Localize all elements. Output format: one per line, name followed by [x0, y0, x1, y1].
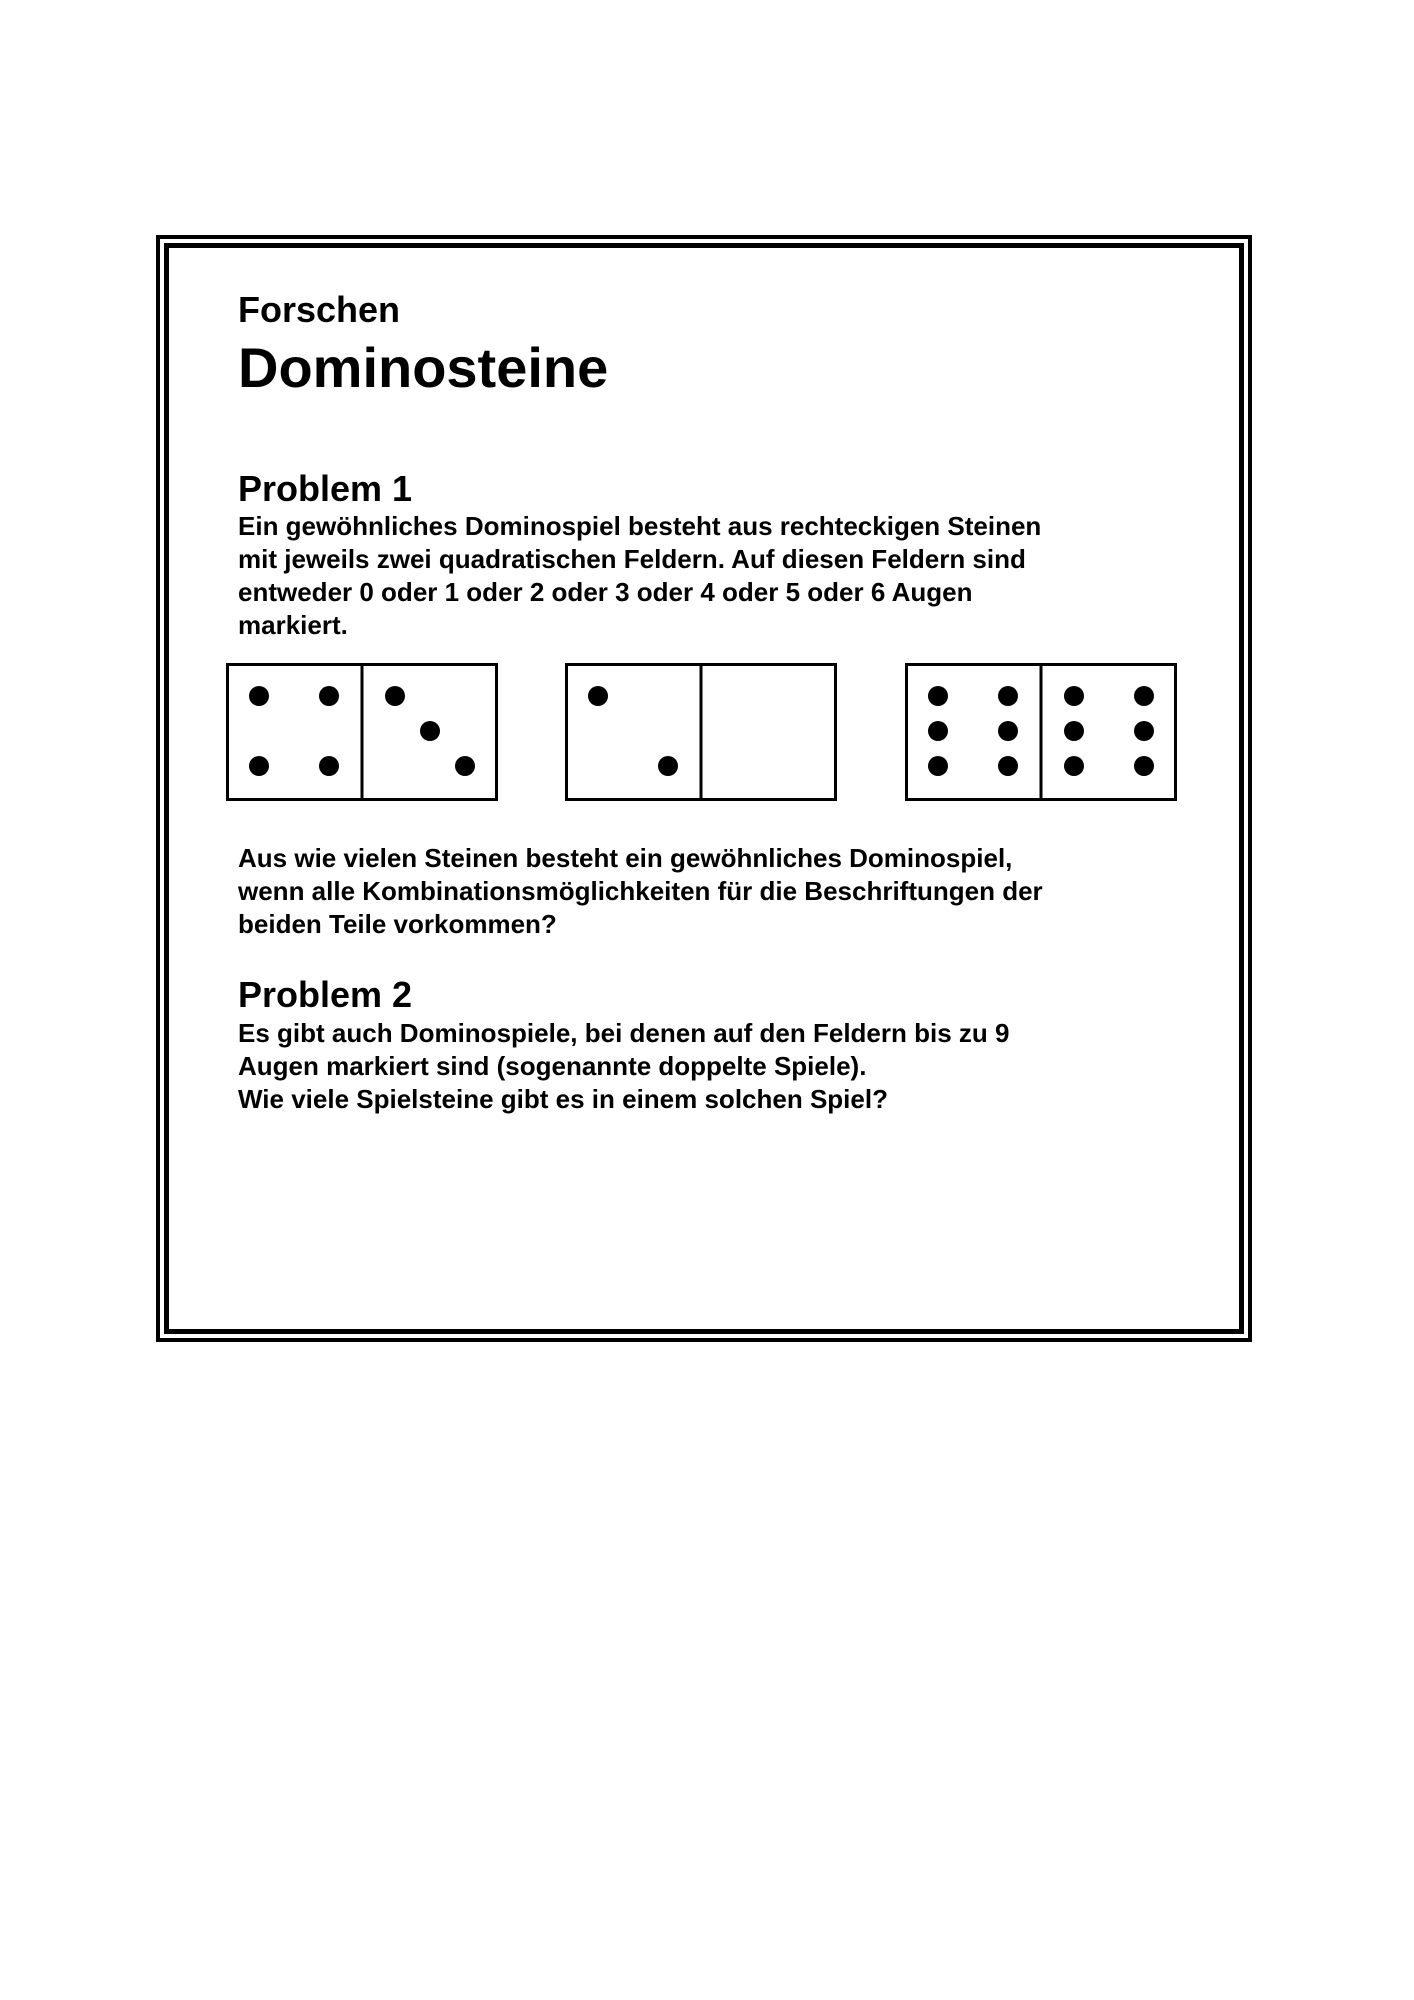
domino-2-left-pip-3 [998, 721, 1018, 741]
domino-2-right-pip-3 [1134, 721, 1154, 741]
domino-2-right-pip-4 [1064, 756, 1084, 776]
domino-0-right-pip-0 [385, 686, 405, 706]
domino-2-right-pip-1 [1134, 686, 1154, 706]
domino-0-right-pip-1 [420, 721, 440, 741]
domino-0-left-pip-0 [249, 686, 269, 706]
domino-2-right-pip-2 [1064, 721, 1084, 741]
domino-2-right-pip-0 [1064, 686, 1084, 706]
domino-1-left-pip-0 [588, 686, 608, 706]
problem-2-text: Es gibt auch Dominospiele, bei denen auf den Feldern bis zu 9 Augen markiert sind (sogenannte doppelte Spiele). Wie viele Spielsteine gibt es in einem solchen Spiel? [238, 1018, 1010, 1114]
domino-0-left-pip-2 [249, 756, 269, 776]
domino-0-left-pip-1 [319, 686, 339, 706]
domino-0-left-pip-3 [319, 756, 339, 776]
domino-1-left-pip-1 [658, 756, 678, 776]
domino-2-left-pip-1 [998, 686, 1018, 706]
domino-2-left-pip-5 [998, 756, 1018, 776]
problem-1-intro: Ein gewöhnliches Dominospiel besteht aus rechteckigen Steinen mit jeweils zwei quadratischen Feldern. Auf diesen Feldern sind entweder 0 oder 1 oder 2 oder 3 oder 4 oder 5 oder 6 Augen markiert. [238, 511, 1042, 640]
problem-1-question: Aus wie vielen Steinen besteht ein gewöhnliches Dominospiel, wenn alle Kombinationsmöglichkeiten für die Beschriftungen der beiden Teile vorkommen? [238, 843, 1043, 939]
domino-2 [905, 663, 1177, 801]
domino-2-left-pip-0 [928, 686, 948, 706]
subject-label: Forschen [238, 289, 401, 330]
domino-2-left-pip-2 [928, 721, 948, 741]
domino-0 [226, 663, 498, 801]
domino-1 [565, 663, 837, 801]
problem-2-heading: Problem 2 [238, 974, 413, 1015]
problem-1-heading: Problem 1 [238, 468, 413, 509]
domino-2-right-pip-5 [1134, 756, 1154, 776]
domino-0-right-pip-2 [455, 756, 475, 776]
page-title: Dominosteine [238, 336, 609, 399]
domino-2-left-pip-4 [928, 756, 948, 776]
